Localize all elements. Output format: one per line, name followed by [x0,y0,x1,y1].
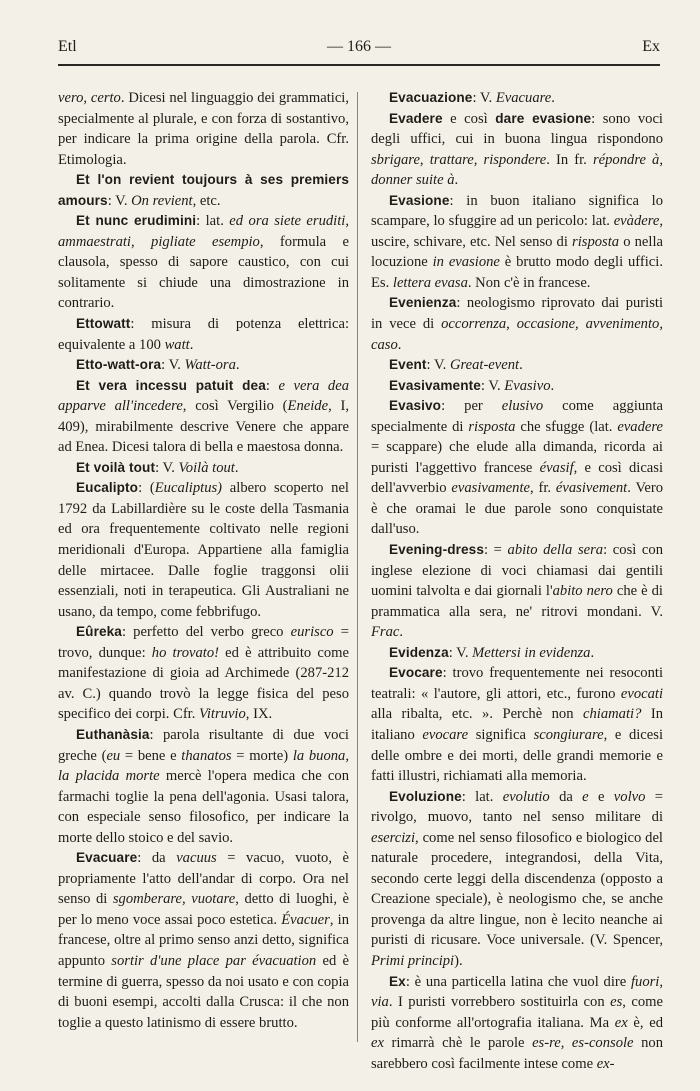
entry-text: mercè l'opera medica che con farmachi toglie la pena dell'agonia. Usasi talora, con especiale senso filosofico, per indicare la morte dello stoico e del savio. [58,768,349,846]
headword: Evidenza [389,644,449,660]
entry-text: . [235,357,240,374]
entry-text: : lat. [461,788,503,805]
italic-text: Eneide [287,398,329,415]
entry-eucalipto [58,478,349,622]
entry-text: : è una particella latina che vuol dire [405,973,631,990]
entry-text: , I, 409), mirabilmente descrive Venere che appare ad Enea. Dicesi talora di bella e maestosa donna. [58,398,349,456]
entry-evenienza [371,293,663,355]
entry-text: : parola risultante di due voci greche ( [58,726,349,764]
entry-text: : per [441,398,502,415]
entry-text: : sono voci degli uffici, cui in buona lingua rispondono [371,110,663,148]
entry-text: non sarebbero così facilmente intese come [371,1035,664,1072]
entry-text: . [590,644,595,661]
running-header [58,30,660,58]
entry-euthanasia [58,725,349,848]
entry-text: che è di prammatica alla sera, ne' ritrovi mondani. V. [371,583,663,620]
entry-text: ). [454,952,463,969]
entry-ex [371,972,663,1075]
entry-text: , come nel senso filosofico e biologico del naturale procedere, integrandosi, della Vita, secondo certe leggi della discendenza (opposto a Creazione speciale), è neologismo che, se anche provenga da altre lingue, non è lecito neanche ai puristi di ricusare. Voce universale. (V. Spencer, [371,829,663,949]
headword: Evacuazione [389,90,473,105]
italic-text: vero [58,90,84,106]
entry-ettowatt [58,314,349,355]
header-first-word: Etl [58,38,77,55]
entry-text: : lat. [196,213,230,230]
headword: Eûreka [76,624,122,640]
entry-text: da [549,788,583,805]
headword: Event [389,357,427,373]
entry-text: . I puristi vorrebbero sostituirla con [388,994,611,1011]
italic-text: Evasivo [504,377,551,394]
italic-text: es [610,994,623,1011]
italic-text: risposta [468,418,516,435]
italic-text: esercizi [371,829,416,846]
italic-text: sgomberare, vuotare [112,891,236,908]
italic-text: On revient [131,192,193,209]
italic-text: Watt-ora [184,357,236,374]
headword: Evoluzione [389,788,462,804]
entry-evasivamente [371,376,663,397]
entry-text: alla ribalta, etc. ». Perchè non [371,706,583,723]
entry-eureka [58,622,349,725]
entry-et-nunc-erudimini [58,211,349,314]
entry-text: . In fr. [546,151,593,168]
entry-text: , fr. [530,480,556,497]
italic-text: chiamati? [583,706,642,723]
italic-text: eurisco [290,624,334,641]
entry-text: : V. [472,90,496,106]
italic-text: Great-event [449,357,520,374]
italic-text: ex [371,1035,384,1052]
entry-text: : V. [155,459,179,476]
entry-text: : V. [161,357,185,374]
italic-text: evolutio [502,788,550,805]
entry-text: ed è termine di guerra, spesso da noi usato e con copia di buoni esempi, accolti dalla Crusca: il che non toglie a questo latinismo di essere brutto. [58,952,349,1031]
italic-text: evàdere [613,213,660,230]
entry-text: è brutto modo degli uffici. Es. [371,254,663,291]
italic-text: Mettersi in evidenza [472,644,591,661]
entry-evacuare [58,848,349,1033]
italic-text: Évacuer [281,911,330,928]
entry-text: rimarrà chè le parole [383,1035,533,1052]
entry-text: . [519,357,523,374]
italic-text: abito della sera [507,542,604,559]
left-column [58,88,349,1033]
headword: Et nunc erudimini [76,213,197,229]
entry-evocare [371,663,663,786]
entry-et-lon-revient [58,170,349,211]
entry-text: : trovo frequentemente nei resoconti teatrali: « l'autore, gli attori, etc., furono [371,665,663,702]
entry-text: : V. [480,377,505,394]
italic-text: sortir d'une place par évacuation [111,952,317,969]
entry-evasivo [371,396,663,540]
entry-text: . Dicesi nel linguaggio dei grammatici, specialmente al plurale, e con forza di sostantivo, per indicare la prima origine della parola. Cfr. Etimologia. [58,90,350,168]
entry-text: , detto di luoghi, è per lo meno voce assai poco estetica. [58,891,350,928]
italic-text: in evasione [432,254,500,271]
italic-text: scongiurare [533,726,604,743]
italic-text: vacuus [176,850,217,867]
entry-text: : da [137,850,177,867]
entry-text: : misura di potenza elettrica: equivalente a 100 [58,316,349,353]
entry-text: , e dicesi delle ombre e dei morti, delle grandi memorie e fatti illustri, richiamati alla memoria. [371,726,663,785]
entry-evidenza [371,643,663,664]
italic-text: ex- [596,1055,615,1072]
italic-text: elusivo [501,398,544,415]
entry-text: = rivolgo, muovo, tanto nel senso militare di [371,788,663,826]
entry-et-vera-incessu [58,376,349,458]
entry-text: : V. [426,357,450,374]
entry-text: = vacuo, vuoto, è propriamente l'atto dell'andar di corpo. Ora nel senso di [58,850,349,908]
italic-text: evocare [422,726,469,743]
italic-text: Eucaliptus) [154,480,223,497]
entry-text: , in francese, oltre al primo senso anzi detto, significa appunto [58,911,349,969]
entry-text: : così con inglese elezione di voci chiamasi dai gentili uomini talvolta e dai giornali l' [371,542,663,600]
headword: Evacuare [76,850,138,866]
entry-text: o nella locuzione [371,233,663,271]
entry-text: , così Vergilio ( [182,398,288,415]
italic-text: evocati [620,685,663,702]
italic-text: répondre à, donner suite à [371,151,663,189]
entry-text: . [551,90,555,106]
italic-text: e [582,788,589,805]
headword: Euthanàsia [76,726,150,742]
entry-text: . Vero è che oramai le due parole sono conquistate dall'uso. [371,480,663,538]
italic-text: abito nero [552,583,613,600]
entry-text: , IX. [245,706,273,723]
italic-text: Primi principi [371,952,455,969]
entry-etto-watt-ora [58,355,349,376]
entry-et-voila-tout [58,458,349,479]
entry-text: = bene e [120,747,182,764]
entry-text: , [83,90,91,106]
headword: Evenienza [389,295,457,311]
entry-text: In italiano [371,706,663,743]
entry-evadere [371,109,663,191]
entry-text: : V. [448,644,473,661]
entry-text: . [189,336,194,353]
entry-text: . [397,336,402,353]
entry-text: . [454,172,459,189]
italic-text: lettera evasa [392,274,468,291]
entry-text: ed è attribuito come manifestazione di gioia ad Archimede (287-212 av. C.) quando trovò la legge fisica del peso specifico dei corpi. Cfr. [58,644,349,723]
entry-evasione [371,191,663,294]
entry-text: è, ed [627,1014,663,1031]
italic-text: volvo [613,788,646,805]
entry-text: : neologismo riprovato dai puristi in vece di [371,295,663,333]
entry-text: = trovo, dunque: [58,624,349,661]
headword: Evasione [389,192,450,208]
entry-text: albero scoperto nel 1792 da Labillardière su le coste della Tasmania ed ora frequentemente coltivato nelle regioni meridionali d'Europa. Appartiene alla famiglia delle mirtacee. Dalle foglie traggonsi olii essenziali, noti in terapeutica. Gli Australiani ne usano, da tempo, come febbrifugo. [58,480,349,620]
entry-event [371,355,663,376]
entry-text: : [265,377,279,394]
italic-text: évasivement [555,480,628,497]
headword: Evadere [389,110,443,126]
headword: dare evasione [495,110,592,126]
italic-text: watt [164,336,190,353]
entry-vero [58,88,349,170]
italic-text: eu [106,747,121,764]
italic-text: ed ora siete eruditi, ammaestrati, pigliate esempio [58,213,349,250]
headword: Etto-watt-ora [76,357,162,373]
headword: Evocare [389,665,443,681]
entry-text: : in buon italiano significa lo scampare, lo sfuggire ad un pericolo: lat. [371,192,663,230]
italic-text: Frac [371,624,400,641]
entry-text: : V. [107,192,132,209]
italic-text: thanatos [181,747,232,764]
italic-text: e vera dea apparve all'incedere [58,377,349,415]
entry-text: che sfugge (lat. [515,418,618,435]
italic-text: Vitruvio [199,706,246,723]
header-rule [58,64,660,66]
entry-text: come aggiunta specialmente di [371,398,663,435]
italic-text: es-re, es-console [532,1035,634,1052]
entry-text: e [588,788,614,805]
italic-text: risposta [572,233,620,250]
right-column [371,88,663,1074]
headword: Ettowatt [76,316,131,332]
column-divider [357,92,358,1042]
italic-text: evasivamente [451,480,531,497]
entry-text: : perfetto del verbo greco [121,624,291,641]
entry-text: : = [483,542,508,559]
entry-text: , uscire, schivare, etc. Nel senso di [371,213,663,250]
headword: Evening-dress [389,542,484,558]
headword: Evasivo [389,398,442,414]
entry-text: , etc. [192,192,221,209]
entry-text: . [234,459,239,476]
italic-text: Evacuare [495,90,552,106]
entry-text: e così [442,110,496,127]
italic-text: sbrigare, trattare, rispondere [371,151,547,168]
headword: Ex [389,973,406,989]
header-last-word: Ex [642,38,660,55]
italic-text: fuori, via [371,973,663,1011]
italic-text: évasif [539,459,574,476]
italic-text: Voilà tout [178,459,235,476]
italic-text: evadere [617,418,663,435]
entry-text: , e così dicasi dell'avverbio [371,459,664,497]
entry-text: . [550,377,555,394]
entry-text: , formula e clausola, spesso di sapore caustico, con cui solitamente si chiude una dimostrazione in contrario. [58,233,350,312]
page-number: — 166 — [327,38,391,55]
italic-text: la buona, la placida morte [58,747,349,785]
entry-evacuazione [371,88,663,109]
entry-evening-dress [371,540,663,643]
italic-text: certo [90,90,121,106]
italic-text: ho trovato! [151,644,220,661]
entry-evoluzione [371,787,663,972]
headword: Et vera incessu patuit dea [76,377,266,393]
headword: Evasivamente [389,377,481,393]
headword: Eucalipto [76,480,139,496]
headword: Et l'on revient toujours à ses premiers amours [58,172,349,208]
entry-text: significa [468,726,534,743]
italic-text: occorrenza, occasione, avvenimento, caso [371,316,663,353]
headword: Et voilà tout [76,459,156,475]
entry-text: . [399,624,404,641]
italic-text: ex [614,1014,628,1031]
entry-text: = scappare) che elude alla dimanda, ricorda ai puristi l'aggettivo francese [371,439,663,476]
entry-text: . Non c'è in francese. [467,274,591,291]
entry-text: = morte) [231,747,293,764]
entry-text: : ( [138,480,155,497]
entry-text: , come più conforme all'ortografia italiana. Ma [371,994,663,1031]
